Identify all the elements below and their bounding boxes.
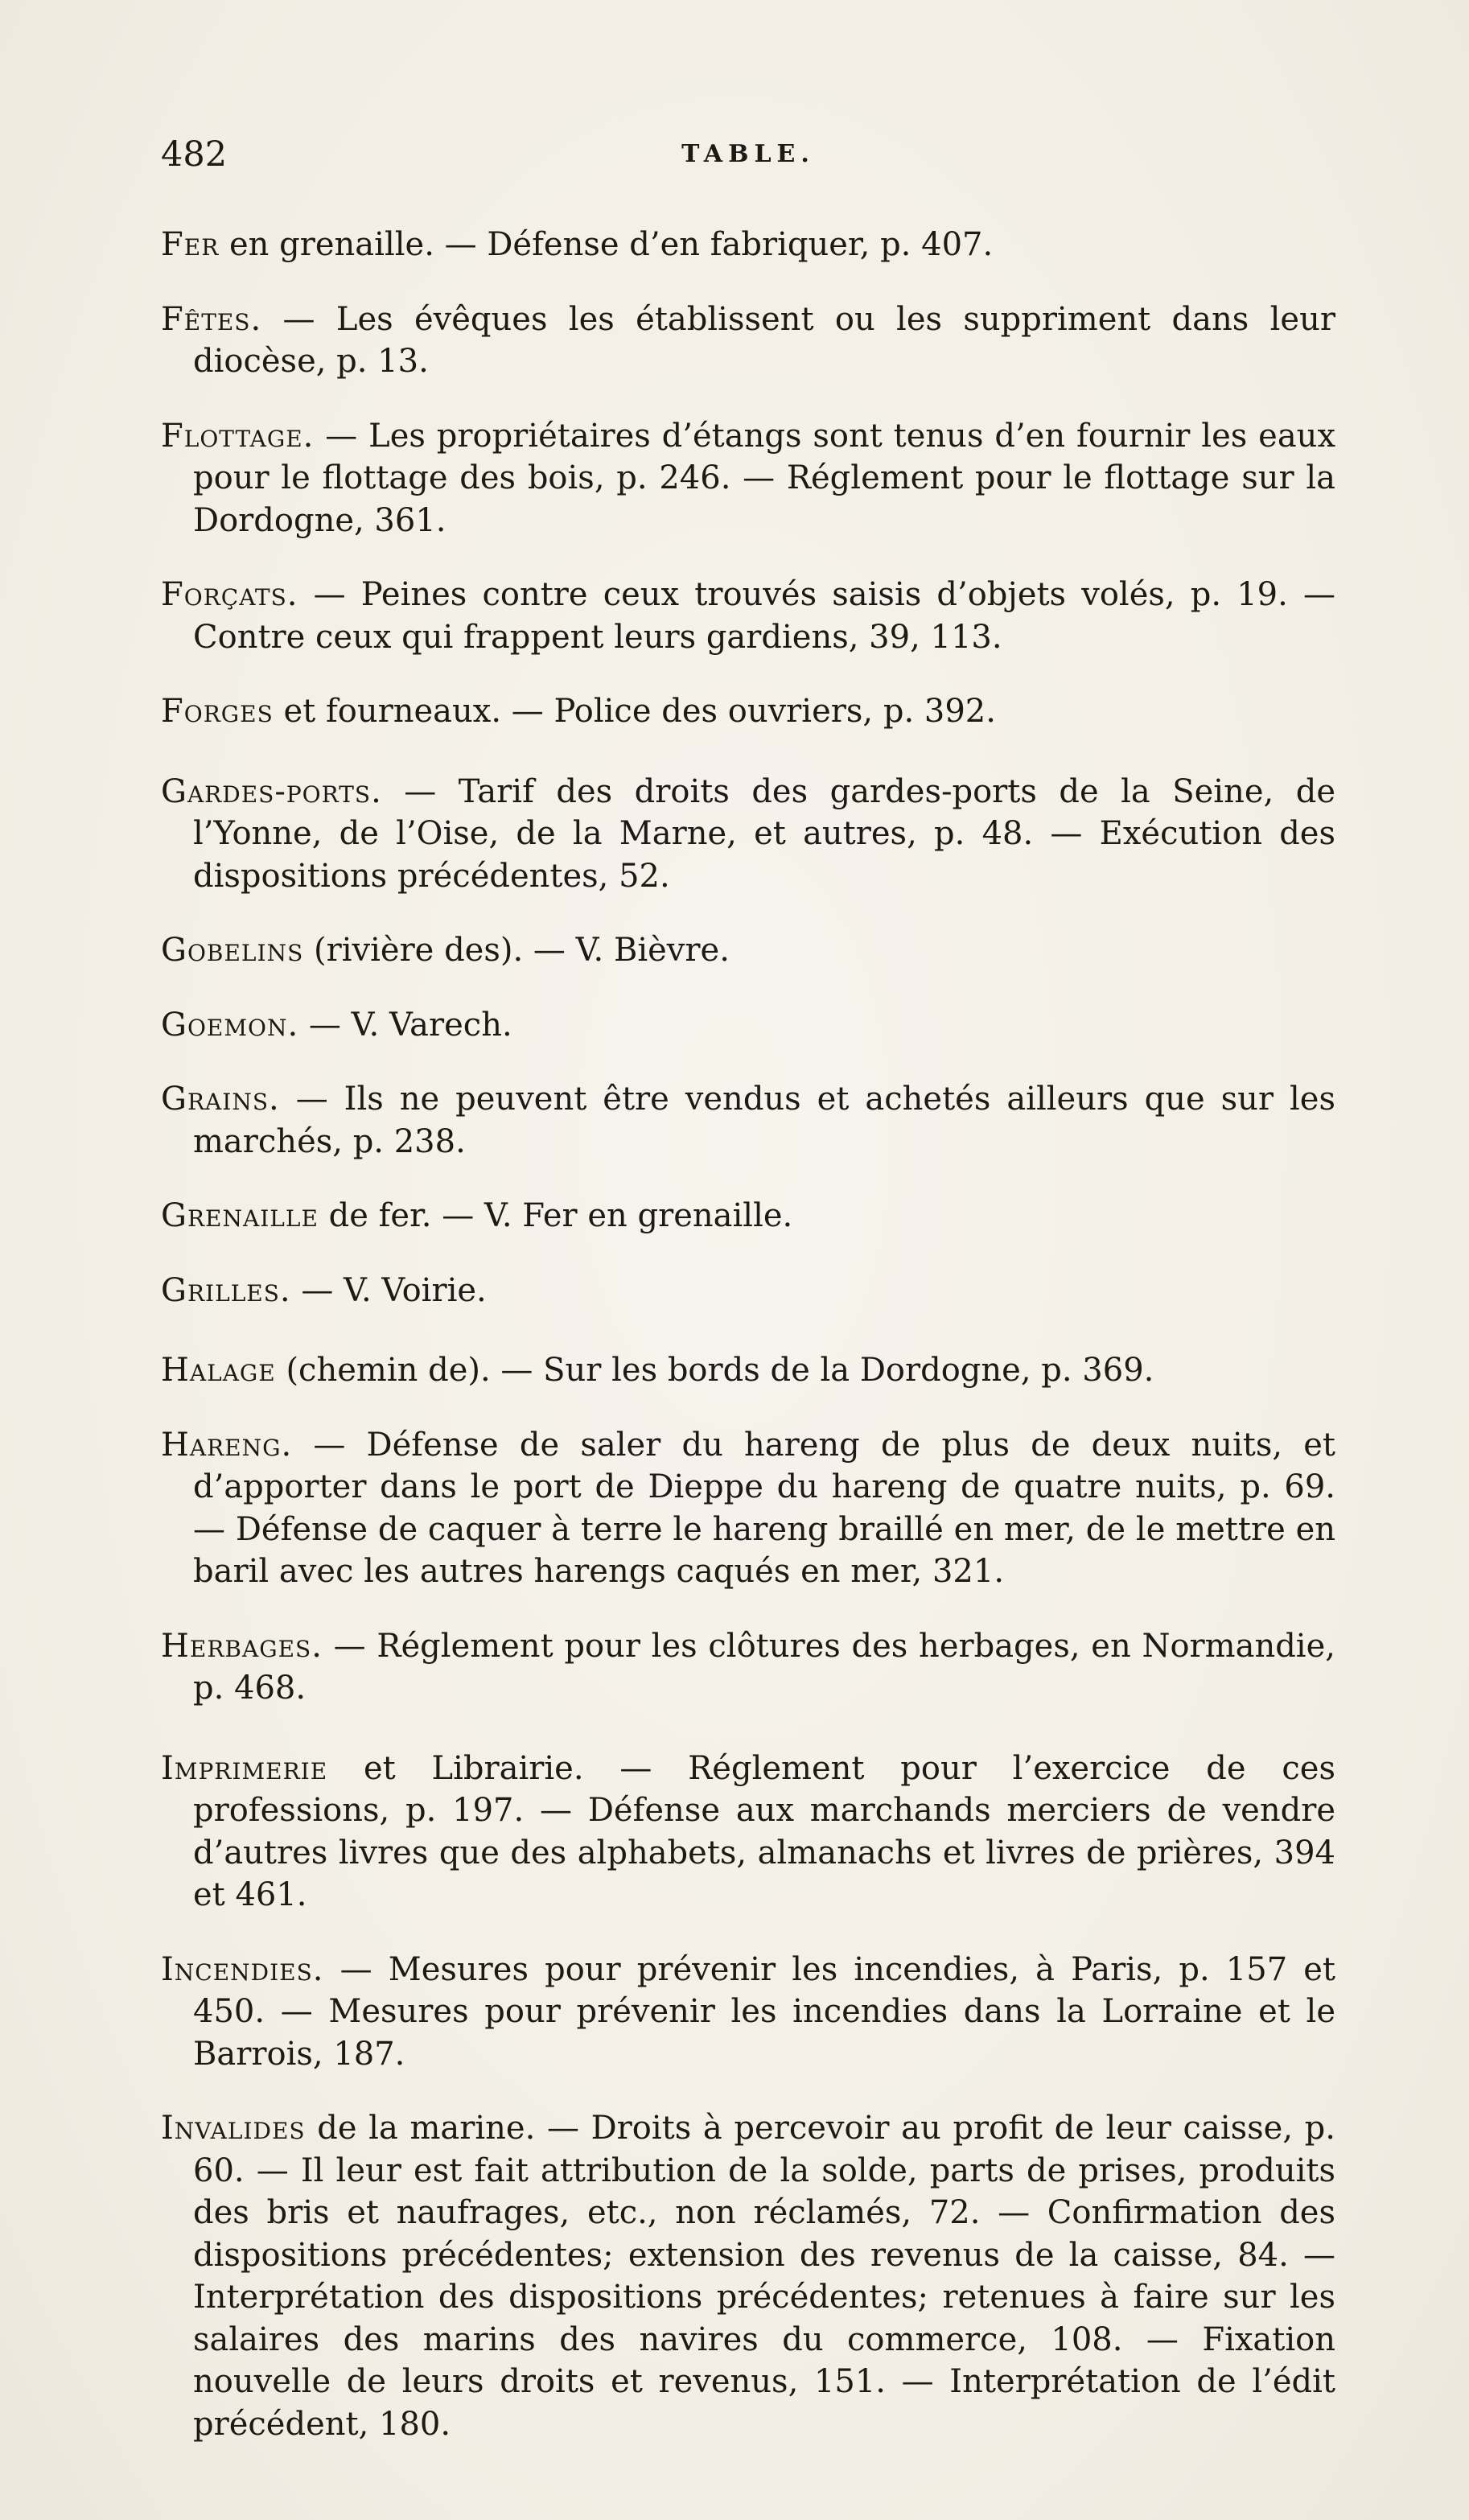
entry-headword: Invalides <box>161 2110 306 2147</box>
index-entry <box>161 1424 1335 1593</box>
entry-headword: Imprimerie <box>161 1749 328 1787</box>
entry-headword: Hareng. <box>161 1426 293 1464</box>
entry-text: de la marine. — Droits à percevoir au profit de leur caisse, p. 60. — Il leur est fait attribution de la solde, parts de prises, produits des bris et naufrages, etc., non réclamés, 72. — Confirmation des dispositions précédentes; extension des revenus de la caisse, 84. — Interprétation des dispositions précédentes; retenues à faire sur les salaires des marins des navires du commerce, 108. — Fixation nouvelle de leurs droits et revenus, 151. — Interprétation de l’édit précédent, 180. <box>193 2110 1335 2443</box>
entry-headword: Gardes-ports. <box>161 772 382 810</box>
letter-group-g <box>161 771 1335 1312</box>
entry-text: (rivière des). — V. Bièvre. <box>303 932 730 969</box>
index-entry <box>161 299 1335 383</box>
running-title: TABLE. <box>681 140 815 168</box>
entry-headword: Herbages. <box>161 1627 323 1665</box>
entry-text: — V. Varech. <box>298 1006 512 1044</box>
entry-text: — Mesures pour prévenir les incendies, à Paris, p. 157 et 450. — Mesures pour prévenir les incendies dans la Lorraine et le Barrois, 187. <box>193 1950 1335 2073</box>
entry-text: — Défense de saler du hareng de plus de deux nuits, et d’apporter dans le port de Dieppe du hareng de quatre nuits, p. 69. — Défense de caquer à terre le hareng braillé en mer, de le mettre en baril avec les autres harengs caqués en mer, 321. <box>193 1426 1335 1590</box>
entry-headword: Forçats. <box>161 576 298 613</box>
entry-text: et fourneaux. — Police des ouvriers, p. 392. <box>273 693 996 730</box>
entry-text: — Les propriétaires d’étangs sont tenus d’en fournir les eaux pour le flottage des bois, p. 246. — Réglement pour le flottage sur la Dordogne, 361. <box>193 417 1335 539</box>
entry-text: — Réglement pour les clôtures des herbages, en Normandie, p. 468. <box>193 1627 1335 1707</box>
page-header <box>161 130 1335 179</box>
index-entries <box>161 191 1335 2483</box>
entry-text: (chemin de). — Sur les bords de la Dordogne, p. 369. <box>275 1352 1154 1389</box>
index-entry <box>161 1004 1335 1047</box>
letter-group-h <box>161 1349 1335 1710</box>
entry-text: — Ils ne peuvent être vendus et achetés ailleurs que sur les marchés, p. 238. <box>193 1081 1335 1160</box>
entry-headword: Forges <box>161 693 274 730</box>
entry-headword: Goemon. <box>161 1006 299 1044</box>
entry-headword: Grenaille <box>161 1197 319 1234</box>
index-entry <box>161 1625 1335 1710</box>
entry-text: — V. Voirie. <box>290 1271 487 1309</box>
letter-group-f <box>161 224 1335 733</box>
index-entry <box>161 574 1335 658</box>
entry-headword: Fêtes. <box>161 300 262 338</box>
index-entry <box>161 690 1335 733</box>
entry-headword: Grilles. <box>161 1271 291 1309</box>
entry-text: de fer. — V. Fer en grenaille. <box>318 1197 793 1234</box>
index-entry <box>161 929 1335 972</box>
entry-text: — Tarif des droits des gardes-ports de la Seine, de l’Yonne, de l’Oise, de la Marne, et autres, p. 48. — Exécution des dispositions précédentes, 52. <box>193 772 1335 895</box>
index-entry <box>161 415 1335 542</box>
entry-headword: Fer <box>161 226 220 263</box>
entry-headword: Incendies. <box>161 1950 324 1988</box>
index-entry <box>161 2107 1335 2445</box>
entry-text: — Peines contre ceux trouvés saisis d’objets volés, p. 19. — Contre ceux qui frappent leurs gardiens, 39, 113. <box>193 576 1335 656</box>
entry-headword: Flottage. <box>161 417 315 455</box>
index-entry <box>161 1270 1335 1312</box>
entry-text: en grenaille. — Défense d’en fabriquer, p. 407. <box>219 226 994 263</box>
page-number: 482 <box>161 134 228 175</box>
index-entry <box>161 224 1335 266</box>
index-entry <box>161 1349 1335 1392</box>
entry-text: — Les évêques les établissent ou les suppriment dans leur diocèse, p. 13. <box>193 300 1335 380</box>
entry-text: et Librairie. — Réglement pour l’exercice de ces professions, p. 197. — Défense aux marchands merciers de vendre d’autres livres que des alphabets, almanachs et livres de prières, 394 et 461. <box>193 1749 1335 1913</box>
index-entry <box>161 1748 1335 1917</box>
letter-group-i <box>161 1748 1335 2446</box>
index-entry <box>161 771 1335 898</box>
entry-headword: Grains. <box>161 1081 280 1118</box>
index-entry <box>161 1195 1335 1237</box>
index-entry <box>161 1078 1335 1163</box>
entry-headword: Gobelins <box>161 932 304 969</box>
index-entry <box>161 1949 1335 2076</box>
entry-headword: Halage <box>161 1352 276 1389</box>
